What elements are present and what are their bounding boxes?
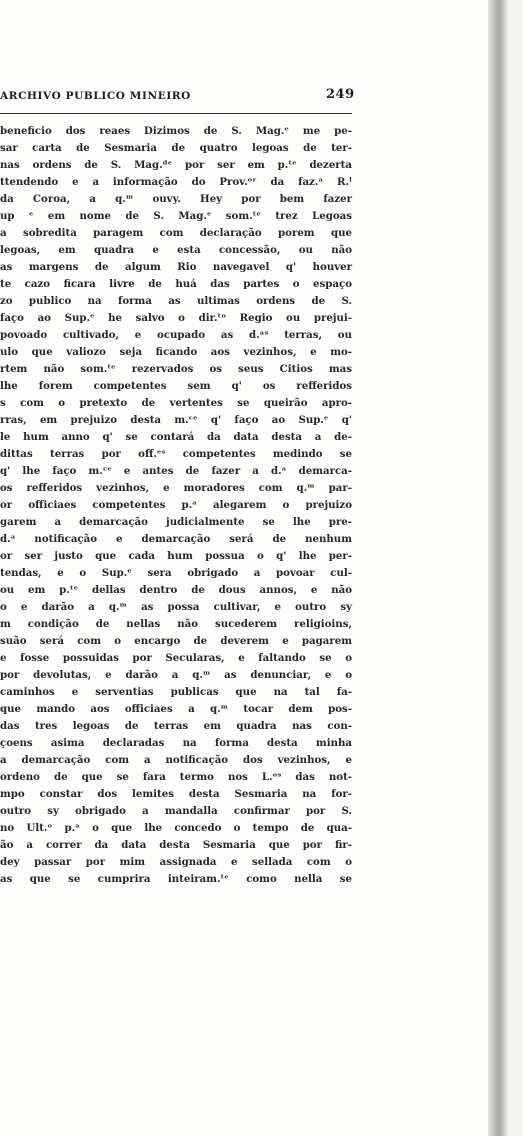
book-spine-shadow xyxy=(488,0,508,1136)
text-line: outro sy obrigado a mandalla confirmar por S. xyxy=(0,805,352,817)
text-line: que mando aos officiaes a q.ᵐ tocar dem pos- xyxy=(0,703,352,715)
text-line: ulo que valiozo seja ficando aos vezinhos, e mo- xyxy=(0,346,352,358)
text-line: e fosse possuidas por Secularas, e faltando se o xyxy=(0,652,352,664)
running-title: ARCHIVO PUBLICO MINEIRO xyxy=(0,90,191,102)
text-line: or officiaes competentes p.ᵃ alegarem o prejuizo xyxy=(0,499,352,511)
text-line: nas ordens de S. Mag.ᵈᵉ por ser em p.ᵗᵉ dezerta xyxy=(0,159,352,171)
text-line: ordeno de que se fara termo nos L.ᵒˢ das not- xyxy=(0,771,352,783)
text-line: q' lhe faço m.ᶜᵉ e antes de fazer a d.ᵃ demarca- xyxy=(0,465,352,477)
text-line: d.ᵃ notificação e demarcação será de nenhum xyxy=(0,533,352,545)
text-line: ou em p.ᵗᵉ dellas dentro de dous annos, e não xyxy=(0,584,352,596)
text-line: zo publico na forma as ultimas ordens de S. xyxy=(0,295,352,307)
running-head xyxy=(0,87,355,106)
text-line: le hum anno q' se contará da data desta a de- xyxy=(0,431,352,443)
text-line: povoado cultivado, e ocupado as d.ᵃˢ terras, ou xyxy=(0,329,352,341)
text-line: no Ult.ᵒ p.ᵃ o que lhe concedo o tempo de qua- xyxy=(0,822,352,834)
text-line: faço ao Sup.ᵉ he salvo o dir.ᵗᵒ Regio ou prejui- xyxy=(0,312,352,324)
text-line: por devolutas, e darão a q.ᵐ as denunciar, e o xyxy=(0,669,352,681)
text-line: as margens de algum Rio navegavel q' houver xyxy=(0,261,352,273)
text-line: or ser justo que cada hum possua o q' lhe per- xyxy=(0,550,352,562)
text-line: lhe forem competentes sem q' os refferidos xyxy=(0,380,352,392)
text-line: os refferidos vezinhos, e moradores com q.ᵐ par- xyxy=(0,482,352,494)
text-line: a demarcação com a notificação dos vezinhos, e xyxy=(0,754,352,766)
text-line: mpo constar dos lemites desta Sesmaria na for- xyxy=(0,788,352,800)
body-text xyxy=(0,123,352,885)
header-rule xyxy=(0,113,352,114)
text-line: caminhos e serventias publicas que na tal fa- xyxy=(0,686,352,698)
text-line: rras, em prejuizo desta m.ᶜᵉ q' faço ao Sup.ᵉ q' xyxy=(0,414,352,426)
text-line: dey passar por mim assignada e sellada com o xyxy=(0,856,352,868)
text-line: o e darão a q.ᵐ as possa cultivar, e outro sy xyxy=(0,601,352,613)
text-line: beneficio dos reaes Dizimos de S. Mag.ᵉ me pe- xyxy=(0,125,352,137)
text-line: dittas terras por off.ᵉˢ competentes medindo se xyxy=(0,448,352,460)
text-line: m condição de nellas não sucederem religioins, xyxy=(0,618,352,630)
page-number: 249 xyxy=(326,87,355,102)
text-line: as que se cumprira inteiram.ᵗᵉ como nella se xyxy=(0,873,352,885)
text-line: legoas, em quadra e esta concessão, ou não xyxy=(0,244,352,256)
text-line: ão a correr da data desta Sesmaria que por fir- xyxy=(0,839,352,851)
text-line: sar carta de Sesmaria de quatro legoas de ter- xyxy=(0,142,352,154)
page-edge xyxy=(508,0,523,1136)
text-line: a sobredita paragem com declaração porem que xyxy=(0,227,352,239)
text-line: çoens asima declaradas na forma desta minha xyxy=(0,737,352,749)
text-line: up ᵉ em nome de S. Mag.ᵉ som.ᵗᵉ trez Legoas xyxy=(0,210,352,222)
text-line: garem a demarcação judicialmente se lhe pre- xyxy=(0,516,352,528)
text-line: ttendendo e a informação do Prov.ᵒʳ da faz.ᵃ R.ˡ xyxy=(0,176,352,188)
text-line: rtem não som.ᵗᵉ rezervados os seus Citios mas xyxy=(0,363,352,375)
text-line: das tres legoas de terras em quadra nas con- xyxy=(0,720,352,732)
text-line: suão será com o encargo de deverem e pagarem xyxy=(0,635,352,647)
text-line: tendas, e o Sup.ᵉ sera obrigado a povoar cul- xyxy=(0,567,352,579)
text-line: te cazo ficara livre de huá das partes o espaço xyxy=(0,278,352,290)
text-line: da Coroa, a q.ᵐ ouvy. Hey por bem fazer xyxy=(0,193,352,205)
text-line: s com o pretexto de vertentes se queirão apro- xyxy=(0,397,352,409)
